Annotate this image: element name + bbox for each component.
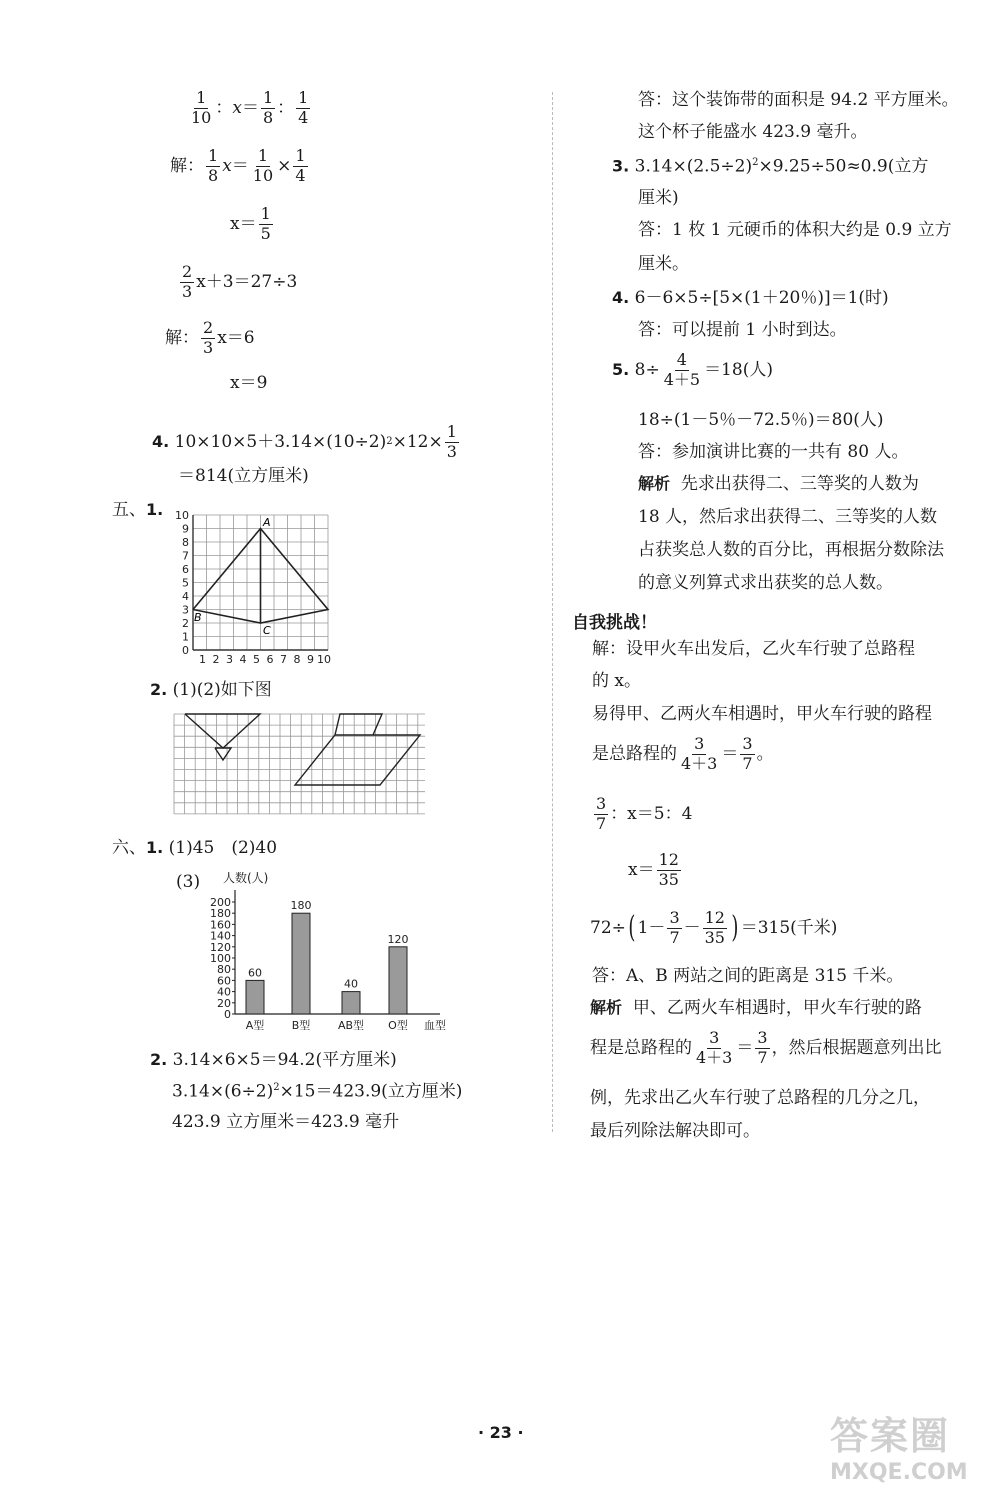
y-tick-label: 0	[224, 1008, 231, 1021]
question-5-2: 2. (1)(2)如下图	[150, 680, 272, 700]
column-divider	[552, 92, 553, 1132]
y-tick-label: 10	[175, 510, 189, 522]
challenge-line1: 解：设甲火车出发后，乙火车行驶了总路程	[592, 639, 915, 659]
bar	[342, 992, 360, 1014]
answer-4: 答：可以提前 1 小时到达。	[638, 320, 847, 340]
question-4-result: ＝814(立方厘米)	[178, 466, 309, 486]
analysis-2-line4: 最后列除法解决即可。	[590, 1121, 760, 1141]
x-tick-label: 5	[253, 653, 260, 665]
y-tick-label: 7	[182, 549, 189, 563]
y-tick-label: 60	[217, 974, 231, 988]
y-tick-label: 8	[182, 536, 189, 549]
question-6-2-line2: $3.14\times(6\div 2)^2\times 15=423.9$(立方厘米)	[172, 1081, 463, 1102]
y-tick-label: 200	[210, 896, 231, 909]
x-tick-label: 6	[266, 653, 274, 665]
analysis-2-line3: 例，先求出乙火车行驶了总路程的几分之几，	[590, 1088, 930, 1108]
y-tick-label: 180	[210, 907, 231, 921]
challenge-solution-x: x＝ $\frac{12}{35}$	[628, 850, 679, 889]
y-tick-label: 4	[182, 590, 189, 603]
question-6-2-line3: 423.9 立方厘米＝423.9 毫升	[172, 1112, 400, 1132]
question-5-right: 5. 8÷ $\frac{4}{4+5}$ ＝18(人)	[612, 350, 773, 389]
x-tick-label: 8	[293, 653, 301, 665]
x-tick-label: 10	[317, 653, 331, 665]
analysis-1-line4: 的意义列算式求出获奖的总人数。	[638, 573, 893, 593]
question-3: 3. $3.14\times(2.5\div 2)^2\times 9.25\div 50\approx 0.9$(立方	[612, 156, 929, 177]
challenge-distance-calc: 72÷ ( 1－ $\frac{3}{7}$ － $\frac{12}{35}$ ) ＝315(千米)	[590, 908, 838, 947]
y-tick-label: 100	[210, 952, 231, 965]
coordinate-grid-figure	[175, 510, 345, 665]
challenge-answer: 答：A、B 两站之间的距离是 315 千米。	[592, 966, 904, 986]
analysis-1-line1: 解析 先求出获得二、三等奖的人数为	[638, 474, 919, 494]
answer-2: 这个杯子能盛水 423.9 毫升。	[638, 122, 868, 142]
solution-1-result: x＝ $\frac{1}{5}$	[230, 204, 271, 243]
y-tick-label: 3	[182, 603, 189, 617]
y-tick-label: 80	[217, 963, 231, 977]
x-tick-label: 7	[280, 653, 287, 665]
watermark-logo: 答案圈 MXQE.COM	[830, 1414, 968, 1485]
challenge-proportion: $\frac{3}{7}$ ：x＝5：4	[596, 794, 693, 833]
y-tick-label: 0	[182, 644, 189, 657]
y-axis-label: 人数(人)	[223, 871, 269, 885]
y-tick-label: 40	[217, 985, 231, 999]
x-tick-label: 3	[226, 653, 233, 665]
x-tick-label: 4	[239, 653, 247, 665]
section-6-heading: 六、1. (1)45 (2)40	[112, 838, 278, 858]
bar	[389, 947, 407, 1014]
answer-5: 答：参加演讲比赛的一共有 80 人。	[638, 442, 909, 462]
bar-value-label: 60	[248, 966, 262, 980]
bar-value-label: 40	[344, 977, 358, 991]
y-tick-label: 160	[210, 918, 231, 932]
self-challenge-heading: 自我挑战！	[572, 613, 657, 633]
y-tick-label: 140	[210, 929, 231, 943]
page-number: · 23 ·	[478, 1423, 524, 1442]
section-5-heading: 五、1.	[112, 500, 164, 520]
solution-2: 解： $\frac{2}{3}$ x＝6	[165, 318, 255, 357]
category-label: A型	[245, 1019, 265, 1032]
analysis-2-line2: 程是总路程的 $\frac{3}{4+3}$ ＝ $\frac{3}{7}$ ，然后根据题意列出比	[590, 1028, 942, 1067]
x-tick-label: 9	[307, 653, 314, 665]
bar-value-label: 120	[387, 932, 409, 946]
triangle-shape	[193, 529, 328, 624]
bar	[292, 913, 310, 1014]
analysis-1-line2: 18 人，然后求出获得二、三等奖的人数	[638, 507, 938, 527]
challenge-line2: 的 x。	[592, 671, 641, 691]
question-4-right: 4. 6－6×5÷[5×(1＋20％)]＝1(时)	[612, 288, 889, 308]
blood-type-bar-chart	[195, 868, 465, 1038]
point-b-label: B	[194, 611, 202, 624]
question-5-line2: 18÷(1－5％－72.5％)＝80(人)	[638, 410, 884, 430]
y-tick-label: 20	[217, 996, 231, 1010]
answer-3a: 答：1 枚 1 元硬币的体积大约是 0.9 立方	[638, 220, 952, 240]
challenge-line3: 易得甲、乙两火车相遇时，甲火车行驶的路程	[592, 704, 932, 724]
transformation-grid-figure	[170, 710, 425, 818]
equation-1: $\frac{1}{10}$ ： x ＝ $\frac{1}{8}$ ： $\frac{1}{4}$	[191, 88, 309, 127]
category-label: O型	[388, 1019, 408, 1032]
y-tick-label: 2	[182, 617, 189, 630]
bar-value-label: 180	[290, 899, 312, 913]
y-tick-label: 9	[182, 522, 189, 536]
x-tick-label: 2	[212, 653, 220, 665]
solution-2-result: x＝9	[230, 373, 268, 393]
question-6-2-line1: 2. 3.14×6×5＝94.2(平方厘米)	[150, 1050, 397, 1070]
y-tick-label: 1	[182, 630, 189, 644]
x-axis-label: 血型	[424, 1019, 446, 1032]
point-a-label: A	[263, 516, 271, 529]
bar	[246, 980, 264, 1014]
y-tick-label: 5	[182, 576, 189, 590]
question-4: 4. 10×10×5＋3.14×(10÷2) 2 ×12× $\frac{1}{3}$	[152, 422, 457, 461]
chart-label: (3)	[176, 872, 201, 892]
challenge-line4: 是总路程的 $\frac{3}{4+3}$ ＝ $\frac{3}{7}$ 。	[592, 734, 774, 773]
answer-3b: 厘米。	[638, 254, 689, 274]
question-3-cont: 厘米)	[638, 188, 679, 208]
point-c-label: C	[263, 624, 271, 637]
x-tick-label: 1	[199, 653, 206, 665]
y-tick-label: 6	[182, 563, 189, 576]
analysis-2-line1: 解析 甲、乙两火车相遇时，甲火车行驶的路	[590, 998, 922, 1018]
analysis-1-line3: 占获奖总人数的百分比，再根据分数除法	[638, 540, 944, 560]
equation-2: $\frac{2}{3}$ x＋3＝27÷3	[182, 262, 298, 301]
answer-1: 答：这个装饰带的面积是 94.2 平方厘米。	[638, 90, 959, 110]
solution-1: 解： $\frac{1}{8}$ x ＝ $\frac{1}{10}$ × $\frac{1}{4}$	[170, 146, 306, 185]
category-label: B型	[291, 1019, 311, 1032]
category-label: AB型	[337, 1019, 365, 1032]
y-tick-label: 120	[210, 940, 231, 954]
shapes	[185, 714, 420, 785]
